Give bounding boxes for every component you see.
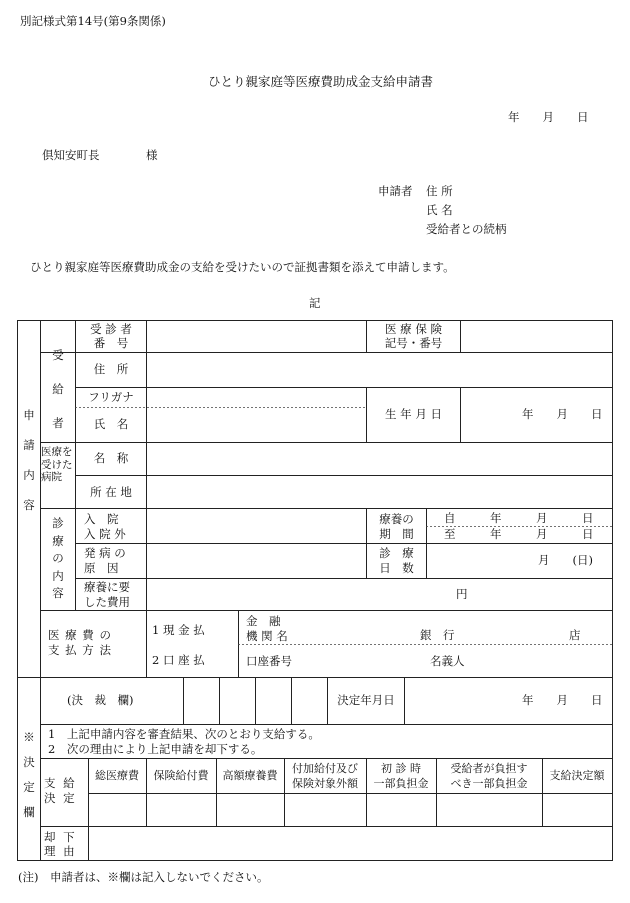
medical-cost-field[interactable] bbox=[147, 579, 612, 610]
col-additional: 付加給付及び 保険対象外額 bbox=[292, 762, 358, 790]
bank-suffix: 銀 行 bbox=[420, 628, 455, 642]
decision-line-2: 2 次の理由により上記申請を却下する。 bbox=[48, 742, 263, 756]
inpatient-type-field[interactable] bbox=[147, 509, 366, 543]
applicant-relation-label: 受給者との続柄 bbox=[426, 222, 507, 236]
account-holder-label: 名義人 bbox=[430, 654, 465, 668]
decision-line-1: 1 上記申請内容を審査結果、次のとおり支給する。 bbox=[48, 727, 320, 741]
approval-column-label: (決 裁 欄) bbox=[67, 693, 134, 707]
insurance-number-label: 医 療 保 険 記号・番号 bbox=[384, 322, 443, 350]
application-statement: ひとり親家庭等医療費助成金の支給を受けたいので証拠書類を添えて申請します。 bbox=[30, 260, 455, 274]
illness-cause-field[interactable] bbox=[147, 544, 366, 578]
decision-date-label: 決定年月日 bbox=[337, 693, 395, 707]
birth-date-field[interactable]: 年 月 日 bbox=[522, 407, 603, 421]
honorific: 様 bbox=[146, 148, 158, 162]
recipient-label: 受給者 bbox=[52, 348, 64, 430]
medical-cost-label: 療養に要 した費用 bbox=[84, 580, 130, 609]
applicant-label: 申請者 bbox=[378, 184, 413, 198]
hospital-location-field[interactable] bbox=[147, 476, 612, 508]
address-field[interactable] bbox=[147, 353, 612, 387]
patient-number-label: 受 診 者 番 号 bbox=[90, 322, 132, 350]
hospital-location-label: 所 在 地 bbox=[90, 485, 132, 499]
section-label-decision: ※決定欄 bbox=[23, 730, 35, 819]
furigana-label: フリガナ bbox=[88, 390, 134, 404]
section-label-application: 申請内容 bbox=[23, 408, 35, 512]
patient-number-field[interactable] bbox=[147, 321, 366, 352]
form-title: ひとり親家庭等医療費助成金支給申請書 bbox=[208, 74, 434, 89]
address-label: 住 所 bbox=[93, 362, 129, 376]
inpatient-type-label: 入 院 入 院 外 bbox=[84, 512, 126, 541]
ki-marker: 記 bbox=[309, 296, 321, 310]
account-number-label: 口座番号 bbox=[246, 654, 292, 668]
footnote: (注) 申請者は、※欄は記入しないでください。 bbox=[18, 870, 269, 884]
rejection-reason-label: 却 下 理 由 bbox=[44, 830, 77, 858]
name-field[interactable] bbox=[147, 408, 366, 442]
submission-date[interactable]: 年 月 日 bbox=[508, 110, 589, 124]
treatment-period-label: 療養の 期 間 bbox=[379, 512, 414, 541]
treatment-label: 診療の内容 bbox=[52, 516, 64, 600]
payment-account-option[interactable]: 2 口 座 払 bbox=[152, 653, 205, 667]
hospital-label: 医療を受けた病院 bbox=[41, 446, 73, 483]
birth-date-label: 生 年 月 日 bbox=[385, 407, 442, 421]
furigana-field[interactable] bbox=[147, 388, 366, 407]
payment-cash-option[interactable]: 1 現 金 払 bbox=[152, 623, 205, 637]
illness-cause-label: 発 病 の 原 因 bbox=[84, 546, 126, 575]
decision-date-field: 年 月 日 bbox=[522, 693, 603, 707]
branch-suffix: 店 bbox=[569, 628, 581, 642]
treatment-days-label: 診 療 日 数 bbox=[379, 546, 414, 575]
form-number: 別記様式第14号(第9条関係) bbox=[20, 14, 166, 28]
col-first-visit: 初 診 時 一部負担金 bbox=[373, 762, 429, 790]
col-total-medical: 総医療費 bbox=[95, 769, 139, 782]
payment-method-label: 医 療 費 の 支 払 方 法 bbox=[48, 628, 112, 657]
period-to-field[interactable]: 至 年 月 日 bbox=[444, 527, 594, 541]
treatment-days-field[interactable]: 月 (日) bbox=[538, 553, 593, 567]
medical-cost-yen: 円 bbox=[456, 587, 468, 601]
col-high-cost: 高額療養費 bbox=[222, 769, 278, 782]
period-from-field[interactable]: 自 年 月 日 bbox=[444, 511, 594, 525]
applicant-name-label: 氏 名 bbox=[426, 203, 453, 217]
payment-decision-label: 支 給 決 定 bbox=[44, 776, 77, 805]
col-insurance-benefit: 保険給付費 bbox=[153, 769, 209, 782]
col-partial-burden: 受給者が負担す べき一部負担金 bbox=[450, 762, 528, 790]
hospital-name-field[interactable] bbox=[147, 443, 612, 475]
addressee: 倶知安町長 bbox=[42, 148, 100, 162]
insurance-number-field[interactable] bbox=[461, 321, 612, 352]
hospital-name-label: 名 称 bbox=[93, 451, 129, 465]
name-label: 氏 名 bbox=[93, 417, 129, 431]
applicant-address-label: 住 所 bbox=[426, 184, 453, 198]
col-decided-amount: 支給決定額 bbox=[549, 769, 605, 782]
bank-name-label: 金 融 機 関 名 bbox=[246, 614, 288, 643]
